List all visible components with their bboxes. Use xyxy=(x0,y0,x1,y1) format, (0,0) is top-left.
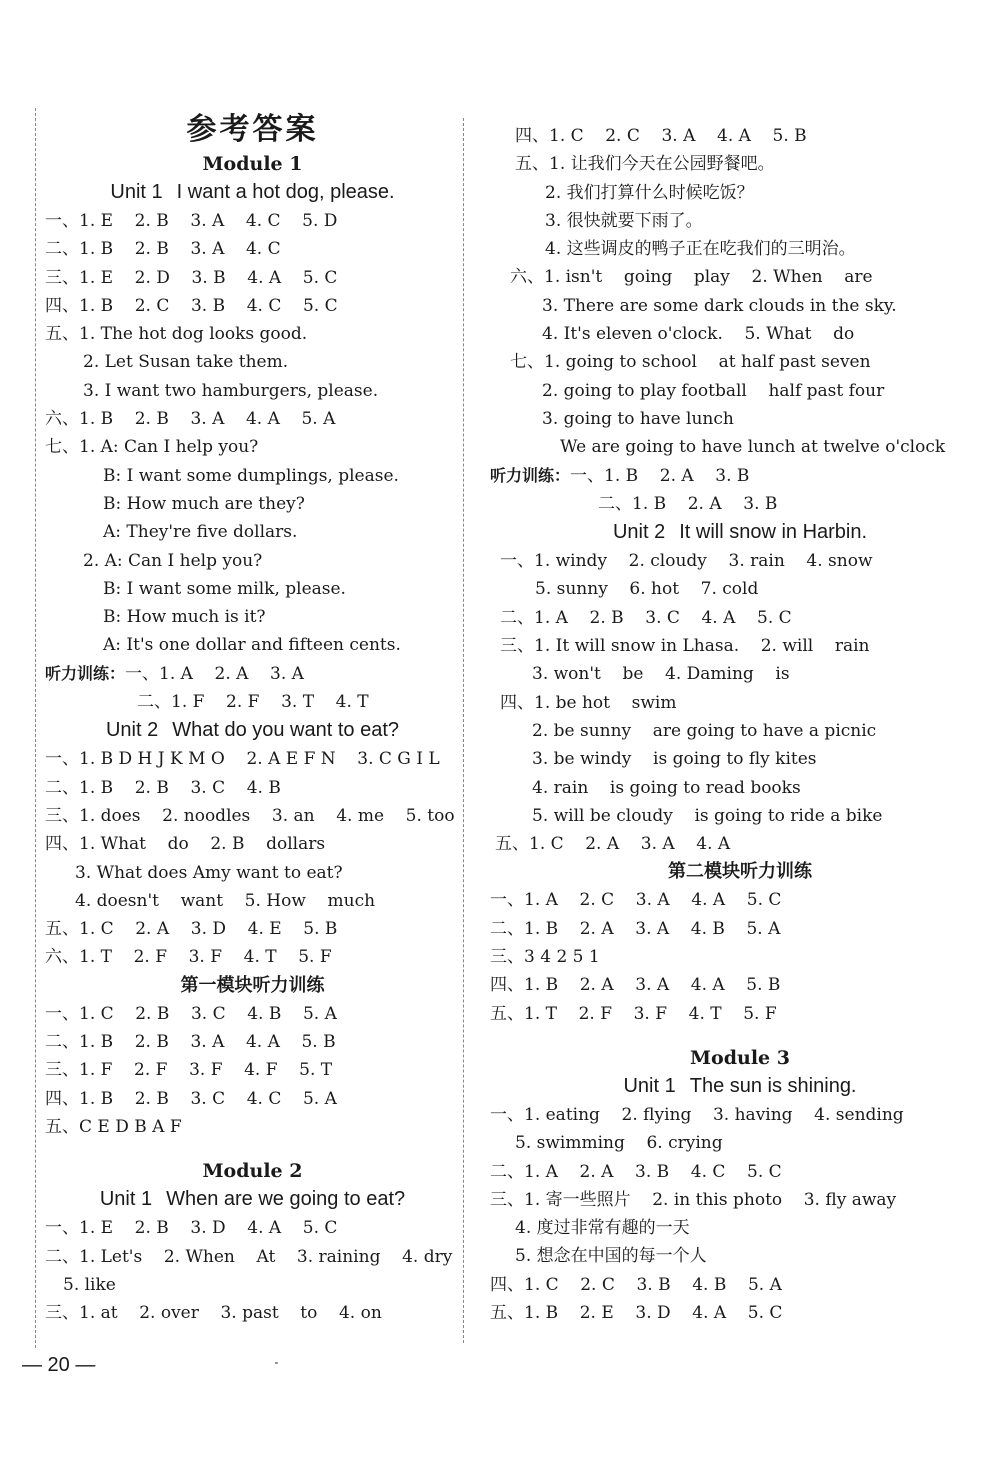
answer-line: B: How much is it? xyxy=(103,607,266,628)
module-heading: Module 2 xyxy=(202,1160,303,1183)
answer-line: 4. doesn't want 5. How much xyxy=(75,890,376,911)
answer-line: 五、1. 让我们今天在公园野餐吧。 xyxy=(515,154,775,175)
left-margin-divider xyxy=(35,108,36,1348)
answer-line: 4. 度过非常有趣的一天 xyxy=(515,1218,690,1239)
answer-line: 六、1. B 2. B 3. A 4. A 5. A xyxy=(45,409,336,430)
answer-line: 七、1. going to school at half past seven xyxy=(510,352,871,373)
answer-line: 5. 想念在中国的每一个人 xyxy=(515,1246,707,1267)
section-spacer xyxy=(490,1028,990,1044)
answer-line: 七、1. A: Can I help you? xyxy=(45,437,259,458)
right-column xyxy=(490,122,990,1327)
answer-line: 2. 我们打算什么时候吃饭？ xyxy=(545,182,754,203)
answer-line: 五、1. T 2. F 3. F 4. T 5. F xyxy=(490,1003,777,1024)
answer-line: 3. won't be 4. Daming is xyxy=(532,664,790,685)
answer-line: 四、1. B 2. A 3. A 4. A 5. B xyxy=(490,975,781,996)
answer-line: B: I want some milk, please. xyxy=(103,578,346,599)
listening-label: 听力训练： xyxy=(45,663,126,683)
answer-line: 2. be sunny are going to have a picnic xyxy=(532,720,877,741)
answer-line: 5. like xyxy=(63,1274,116,1295)
unit-title: It will snow in Harbin. xyxy=(679,521,868,544)
answer-line: 3. 很快就要下雨了。 xyxy=(545,210,703,231)
unit-heading xyxy=(45,1185,460,1214)
unit-number: Unit 1 xyxy=(623,1074,676,1097)
page-title: 参考答案 xyxy=(186,112,319,147)
answer-line: 四、1. C 2. C 3. A 4. A 5. B xyxy=(515,126,807,146)
answer-line: 五、1. C 2. A 3. D 4. E 5. B xyxy=(45,919,338,940)
answer-line: 2. A: Can I help you? xyxy=(83,550,263,571)
answer-line: 二、1. B 2. B 3. A 4. C xyxy=(45,239,281,260)
answer-line: 一、1. C 2. B 3. C 4. B 5. A xyxy=(45,1003,337,1024)
answer-line: 一、1. B D H J K M O 2. A E F N 3. C G I L xyxy=(45,749,440,770)
unit-heading xyxy=(490,1072,990,1101)
answer-line: A: They're five dollars. xyxy=(103,522,298,543)
answer-line: 2. Let Susan take them. xyxy=(83,352,289,373)
answer-line: 二、1. B 2. A 3. A 4. B 5. A xyxy=(490,918,781,939)
section-heading: 第二模块听力训练 xyxy=(668,861,812,883)
listening-label: 听力训练： xyxy=(490,465,571,485)
unit-title: The sun is shining. xyxy=(689,1074,857,1097)
answer-line: 二、1. A 2. A 3. B 4. C 5. C xyxy=(490,1161,782,1182)
listening-answer-line xyxy=(45,660,460,688)
unit-heading xyxy=(45,716,460,745)
answer-line: 六、1. isn't going play 2. When are xyxy=(510,267,873,288)
answer-line: 5. swimming 6. crying xyxy=(515,1133,723,1154)
answer-line: 一、1. E 2. B 3. A 4. C 5. D xyxy=(45,211,338,231)
answer-line: 3. be windy is going to fly kites xyxy=(532,749,817,770)
unit-heading xyxy=(45,178,460,207)
module-heading: Module 3 xyxy=(690,1046,790,1069)
answer-line: 三、1. 寄一些照片 2. in this photo 3. fly away xyxy=(490,1189,897,1210)
answer-line: 3. There are some dark clouds in the sky. xyxy=(542,295,897,316)
unit-title: I want a hot dog, please. xyxy=(176,181,395,203)
answer-line: 三、1. It will snow in Lhasa. 2. will rain xyxy=(500,636,870,657)
page-number: — 20 — xyxy=(22,1354,96,1376)
answer-line: 四、1. What do 2. B dollars xyxy=(45,834,326,855)
answer-line: 二、1. Let's 2. When At 3. raining 4. dry xyxy=(45,1246,453,1267)
answer-line: 3. going to have lunch xyxy=(542,408,734,429)
answer-line: 二、1. B 2. B 3. A 4. A 5. B xyxy=(45,1032,336,1053)
answer-line: 4. 这些调皮的鸭子正在吃我们的三明治。 xyxy=(545,239,856,260)
unit-title: When are we going to eat? xyxy=(166,1188,406,1211)
answer-line: 一、1. E 2. B 3. D 4. A 5. C xyxy=(45,1218,338,1239)
print-speck xyxy=(275,1362,278,1364)
answer-line: 六、1. T 2. F 3. F 4. T 5. F xyxy=(45,947,332,968)
answer-line: 5. sunny 6. hot 7. cold xyxy=(535,579,759,600)
answer-line: 五、C E D B A F xyxy=(45,1116,182,1137)
answer-line: 五、1. The hot dog looks good. xyxy=(45,324,308,345)
answer-line: 四、1. C 2. C 3. B 4. B 5. A xyxy=(490,1274,782,1295)
answer-line: 二、1. A 2. B 3. C 4. A 5. C xyxy=(500,607,792,628)
answer-line: 三、1. F 2. F 3. F 4. F 5. T xyxy=(45,1060,333,1081)
answer-line: 四、1. B 2. B 3. C 4. C 5. A xyxy=(45,1088,337,1109)
column-divider xyxy=(463,118,464,1343)
unit-number: Unit 2 xyxy=(612,521,666,544)
answer-line: 一、1. eating 2. flying 3. having 4. sending xyxy=(490,1104,904,1125)
answer-line: 一、1. A 2. C 3. A 4. A 5. C xyxy=(490,890,782,911)
answer-line: 三、3 4 2 5 1 xyxy=(490,947,600,968)
answer-line: 2. going to play football half past four xyxy=(542,380,885,401)
answer-line: 3. I want two hamburgers, please. xyxy=(83,380,379,401)
unit-title: What do you want to eat? xyxy=(172,719,400,742)
unit-number: Unit 1 xyxy=(99,1188,153,1211)
module-heading: Module 1 xyxy=(202,153,303,175)
answer-line: 四、1. be hot swim xyxy=(500,692,677,713)
answer-line: 五、1. C 2. A 3. A 4. A xyxy=(495,834,731,855)
answer-line: 三、1. does 2. noodles 3. an 4. me 5. too xyxy=(45,805,455,826)
left-column xyxy=(45,110,460,1327)
answer-text: 一、1. A 2. A 3. A xyxy=(125,663,304,684)
answer-line: 三、1. at 2. over 3. past to 4. on xyxy=(45,1303,382,1324)
answer-line: 五、1. B 2. E 3. D 4. A 5. C xyxy=(490,1302,783,1323)
answer-line: 二、1. B 2. B 3. C 4. B xyxy=(45,777,281,798)
section-heading: 第一模块听力训练 xyxy=(180,974,325,996)
answer-line: A: It's one dollar and fifteen cents. xyxy=(103,635,401,656)
answer-line: 一、1. windy 2. cloudy 3. rain 4. snow xyxy=(500,551,873,572)
answer-line: 三、1. E 2. D 3. B 4. A 5. C xyxy=(45,267,338,288)
answer-line: 4. It's eleven o'clock. 5. What do xyxy=(542,324,855,345)
answer-line: 二、1. F 2. F 3. T 4. T xyxy=(137,692,369,713)
unit-heading xyxy=(490,518,990,547)
unit-number: Unit 1 xyxy=(110,181,163,203)
answer-line: 四、1. B 2. C 3. B 4. C 5. C xyxy=(45,295,338,316)
answer-line: 二、1. B 2. A 3. B xyxy=(598,493,778,514)
answer-text: 一、1. B 2. A 3. B xyxy=(570,465,750,486)
answer-line: B: How much are they? xyxy=(103,493,305,514)
answer-line: B: I want some dumplings, please. xyxy=(103,465,399,486)
answer-line: We are going to have lunch at twelve o'clock xyxy=(560,437,946,458)
section-spacer xyxy=(45,1141,460,1157)
answer-line: 3. What does Amy want to eat? xyxy=(75,862,343,883)
answer-line: 5. will be cloudy is going to ride a bike xyxy=(532,805,883,826)
unit-number: Unit 2 xyxy=(105,719,159,742)
listening-answer-line xyxy=(490,462,990,490)
answer-line: 4. rain is going to read books xyxy=(532,777,801,798)
